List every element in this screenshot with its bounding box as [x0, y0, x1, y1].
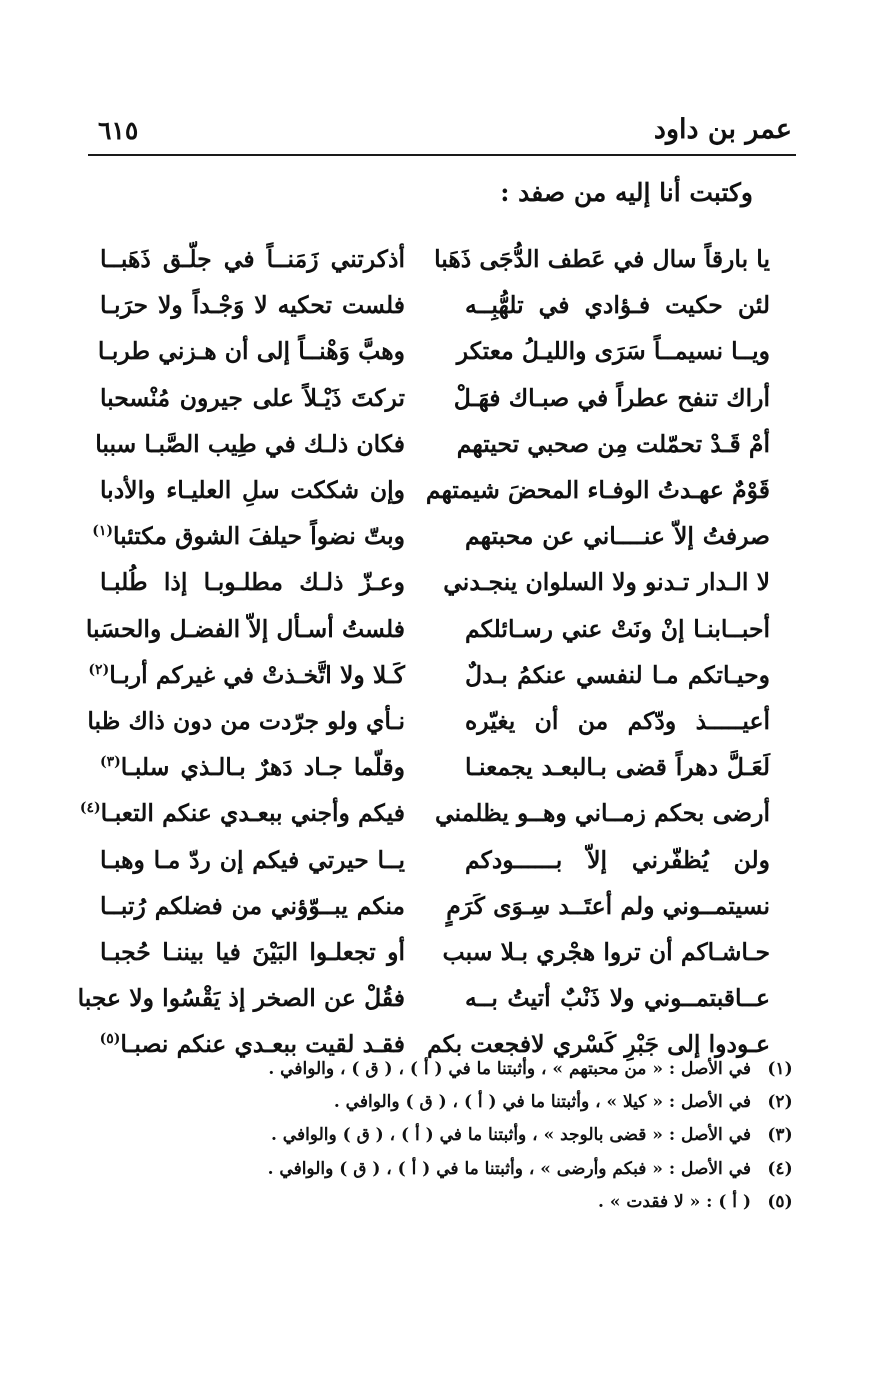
footnote-number: (٤) [767, 1158, 793, 1179]
footnote-marker[interactable]: (٣) [100, 754, 121, 771]
footnote-number: (٢) [767, 1092, 793, 1113]
verse-second-hemistich: وهبَّ وَهْنــاً إلى أن هـزني طربـا [97, 337, 405, 366]
verse-line [100, 929, 770, 975]
footnote-text: ( أ ) : « لا فقدت » . [598, 1192, 751, 1213]
footnote [105, 1186, 805, 1219]
verse-first-hemistich: لَعَـلَّ دهراً قضى بـالبعـد يجمعنـا [465, 753, 770, 782]
verse-line [79, 790, 770, 836]
verse-second-hemistich: يــا حيرتي فيكم إن ردّ مـا وهبـا [100, 845, 405, 874]
footnote-text: في الأصل : « من محبتهم » ، وأثبتنا ما في ( أ ) ، ( ق ) ، والوافي . [268, 1058, 751, 1079]
verse-second-hemistich: كَـلا ولا اتَّخـذتْ في غيركم أربـا$^{(٢)}$ [88, 660, 405, 689]
verse-line [100, 375, 770, 421]
verse-second-hemistich: فيكم وأجني ببعـدي عنكم التعبـا$^{(٤)}$ [79, 799, 405, 828]
verse-line [100, 883, 770, 929]
footnote-text: في الأصل : « فبكم وأرضى » ، وأثبتنا ما في ( أ ) ، ( ق ) والوافي . [267, 1158, 751, 1179]
footnote-marker[interactable]: (١) [92, 523, 113, 540]
poem [77, 236, 770, 1067]
verse-line [85, 606, 770, 652]
page-number: ٦١٥ [98, 116, 139, 145]
footnotes [105, 1052, 805, 1219]
verse-first-hemistich: أراك تنفح عطراً في صبـاك فهَـلْ [453, 383, 770, 412]
verse-first-hemistich: صرفتُ إلاّ عنــــاني عن محبتهم [465, 522, 770, 551]
footnote-marker[interactable]: (٢) [88, 661, 110, 678]
verse-first-hemistich: أمْ قَـدْ تحمّلت مِن صحبي تحيتهم [456, 429, 770, 458]
footnote [105, 1152, 805, 1185]
footnote [105, 1119, 805, 1152]
footnote-number: (٣) [767, 1125, 793, 1146]
verse-second-hemistich: فكان ذلـك في طِيب الصَّبـا سببا [95, 429, 405, 458]
verse-first-hemistich: ويــا نسيمــاً سَرَى والليـلُ معتكر [456, 337, 770, 366]
verse-first-hemistich: ولن يُظفّرني إلاّ بــــــودكم [465, 845, 770, 874]
verse-first-hemistich: وحيـاتكم مـا لنفسي عنكمُ بـدلٌ [465, 660, 770, 689]
verse-second-hemistich: وقلّما جـاد دَهرٌ بـالـذي سلبـا$^{(٣)}$ [100, 753, 405, 782]
verse-line [100, 559, 770, 605]
verse-second-hemistich: أذكرتني زَمَنــاً في جلّـق ذَهَبــا [100, 245, 405, 274]
verse-second-hemistich: وعـزّ ذلـك مطلـوبـا إذا طُلبـا [100, 568, 405, 597]
verse-second-hemistich: فقُلْ عن الصخر إذ يَقْسُوا ولا عجبا [77, 984, 405, 1013]
page-header [88, 110, 796, 156]
verse-first-hemistich: نسيتمــوني ولم أعتَــد سِـوَى كَرَمٍ [446, 891, 770, 920]
verse-line [88, 652, 770, 698]
verse-line [100, 467, 770, 513]
verse-second-hemistich: نـأي ولو جرّدت من دون ذاك ظبا [87, 706, 405, 735]
verse-line [100, 836, 770, 882]
footnote [105, 1052, 805, 1085]
verse-line [92, 513, 770, 559]
verse-first-hemistich: حـاشـاكم أن تروا هجْري بـلا سبب [442, 937, 770, 966]
footnote-marker[interactable]: (٥) [99, 1031, 121, 1048]
verse-second-hemistich: تركتَ ذَيْـلاً على جيرون مُنْسحبا [100, 383, 405, 412]
verse-first-hemistich: لا الـدار تـدنو ولا السلوان ينجـدني [443, 568, 770, 597]
verse-line [87, 698, 770, 744]
footnote-text: في الأصل : « قضى بالوجد » ، وأثبتنا ما في ( أ ) ، ( ق ) والوافي . [270, 1125, 751, 1146]
verse-first-hemistich: عـودوا إلى جَبْرِ كَسْري لافجعت بكم [426, 1030, 770, 1059]
verse-line [100, 744, 770, 790]
footnote-number: (١) [767, 1058, 793, 1079]
verse-line [100, 282, 770, 328]
footnote-marker[interactable]: (٤) [79, 800, 101, 817]
verse-first-hemistich: أحبــابنـا إنْ ونَتْ عني رسـائلكم [465, 614, 770, 643]
verse-second-hemistich: فقـد لقيت ببعـدي عنكم نصبـا$^{(٥)}$ [99, 1030, 405, 1059]
verse-line [100, 236, 770, 282]
intro-line: وكتبت أنا إليه من صفد : [500, 178, 753, 207]
verse-second-hemistich: أو تجعلـوا البَيْنَ فيا بيننـا حُجبـا [100, 937, 405, 966]
verse-second-hemistich: فلستُ أسـأل إلاّ الفضـل والحسَبا [85, 614, 405, 643]
verse-second-hemistich: وإن شككت سلِ العليـاء والأدبا [100, 476, 405, 505]
verse-second-hemistich: منكم يبــوّؤني من فضلكم رُتبــا [100, 891, 405, 920]
verse-second-hemistich: وبتّ نضواً حيلفَ الشوق مكتئبا$^{(١)}$ [92, 522, 405, 551]
verse-first-hemistich: لئن حكيت فـؤادي في تلهُّبِــه [465, 291, 770, 320]
verse-line [77, 975, 770, 1021]
verse-first-hemistich: عــاقبتمــوني ولا ذَنْبٌ أتيتُ بــه [465, 984, 770, 1013]
verse-first-hemistich: أرضى بحكم زمــاني وهــو يظلمني [435, 799, 770, 828]
verse-first-hemistich: يا بارقاً سال في عَطف الدُّجَى ذَهَبا [434, 245, 770, 274]
footnote-text: في الأصل : « كيلا » ، وأثبتنا ما في ( أ ) ، ( ق ) والوافي . [333, 1092, 751, 1113]
running-title: عمر بن داود [653, 114, 792, 145]
verse-first-hemistich: قَوْمٌ عهـدتُ الوفـاء المحضَ شيمتهم [425, 476, 770, 505]
verse-line [97, 328, 770, 374]
verse-first-hemistich: أعيـــــذ ودّكم من أن يغيّره [465, 706, 770, 735]
footnote [105, 1085, 805, 1118]
verse-second-hemistich: فلست تحكيه لا وَجْـداً ولا حرَبـا [100, 291, 405, 320]
verse-line [95, 421, 770, 467]
footnote-number: (٥) [767, 1192, 793, 1213]
